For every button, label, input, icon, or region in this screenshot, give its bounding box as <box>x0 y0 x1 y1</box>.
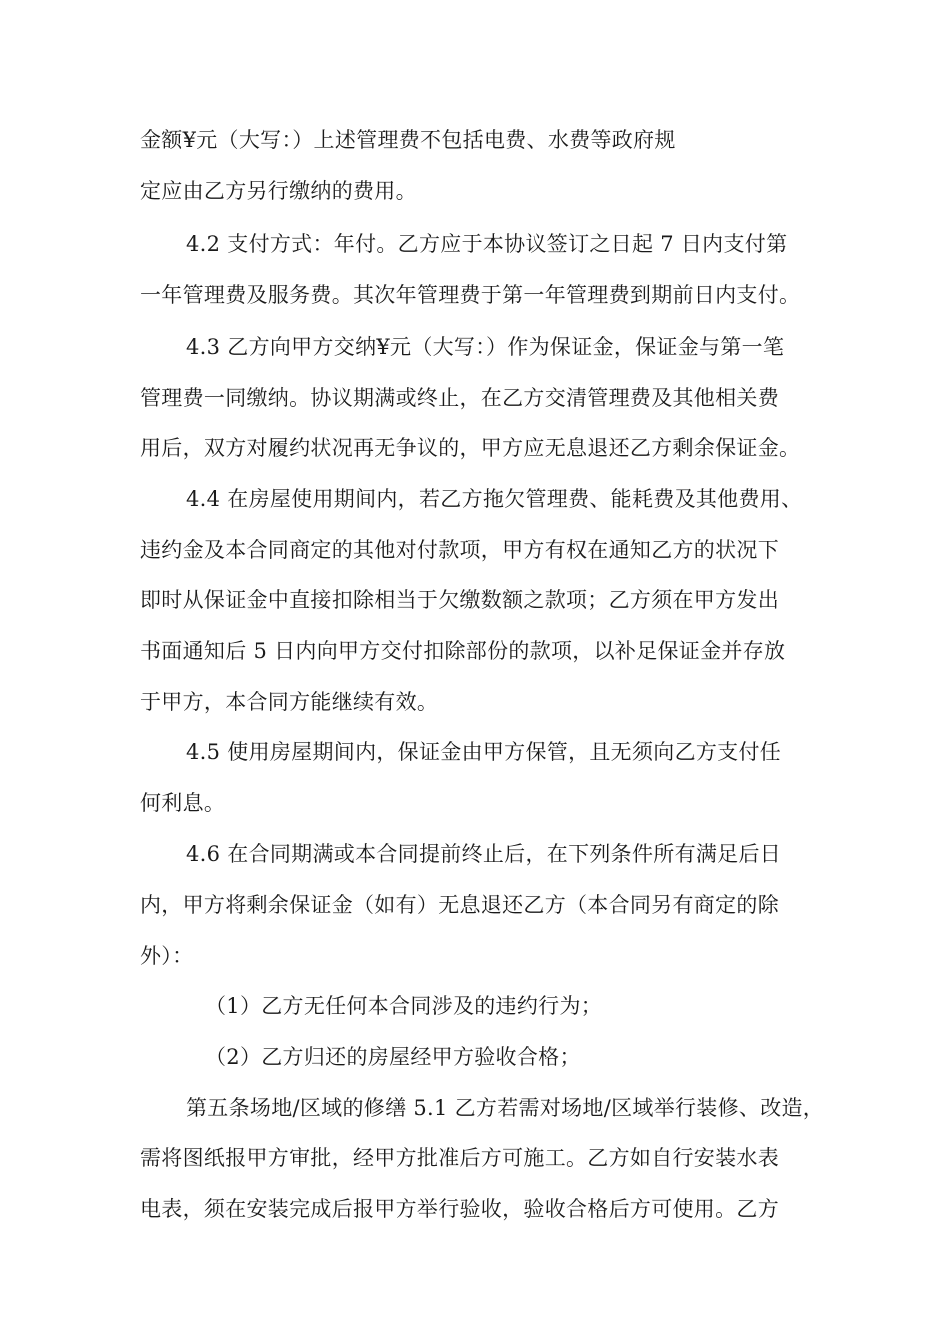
paragraph-4-3-line: 4.3 乙方向甲方交纳¥元（大写：）作为保证金，保证金与第一笔 <box>186 335 785 359</box>
text-line: 金额¥元（大写：）上述管理费不包括电费、水费等政府规 <box>140 128 676 152</box>
paragraph-4-4-line: 4.4 在房屋使用期间内，若乙方拖欠管理费、能耗费及其他费用、 <box>186 487 803 511</box>
text-line: 需将图纸报甲方审批，经甲方批准后方可施工。乙方如自行安装水表 <box>140 1146 779 1170</box>
condition-item-2: （2）乙方归还的房屋经甲方验收合格； <box>205 1045 581 1069</box>
text-line: 用后，双方对履约状况再无争议的，甲方应无息退还乙方剩余保证金。 <box>140 436 801 460</box>
text-line: 违约金及本合同商定的其他对付款项，甲方有权在通知乙方的状况下 <box>140 538 779 562</box>
text-line: 定应由乙方另行缴纳的费用。 <box>140 179 417 203</box>
article-5-line: 第五条场地/区域的修缮 5.1 乙方若需对场地/区域举行装修、改造， <box>186 1096 825 1120</box>
text-line: 何利息。 <box>140 791 226 815</box>
text-line: 外）： <box>140 944 194 968</box>
paragraph-4-5-line: 4.5 使用房屋期间内，保证金由甲方保管，且无须向乙方支付任 <box>186 740 782 764</box>
text-line: 电表，须在安装完成后报甲方举行验收，验收合格后方可使用。乙方 <box>140 1197 779 1221</box>
text-line: 书面通知后 5 日内向甲方交付扣除部份的款项，以补足保证金并存放 <box>140 639 786 663</box>
text-line: 于甲方，本合同方能继续有效。 <box>140 690 439 714</box>
paragraph-4-2-line: 4.2 支付方式：年付。乙方应于本协议签订之日起 7 日内支付第 <box>186 232 788 256</box>
text-line: 一年管理费及服务费。其次年管理费于第一年管理费到期前日内支付。 <box>140 283 801 307</box>
text-line: 即时从保证金中直接扣除相当于欠缴数额之款项；乙方须在甲方发出 <box>140 588 779 612</box>
text-line: 内，甲方将剩余保证金（如有）无息退还乙方（本合同另有商定的除 <box>140 893 779 917</box>
text-line: 管理费一同缴纳。协议期满或终止，在乙方交清管理费及其他相关费 <box>140 386 779 410</box>
condition-item-1: （1）乙方无任何本合同涉及的违约行为； <box>205 994 603 1018</box>
paragraph-4-6-line: 4.6 在合同期满或本合同提前终止后，在下列条件所有满足后日 <box>186 842 782 866</box>
